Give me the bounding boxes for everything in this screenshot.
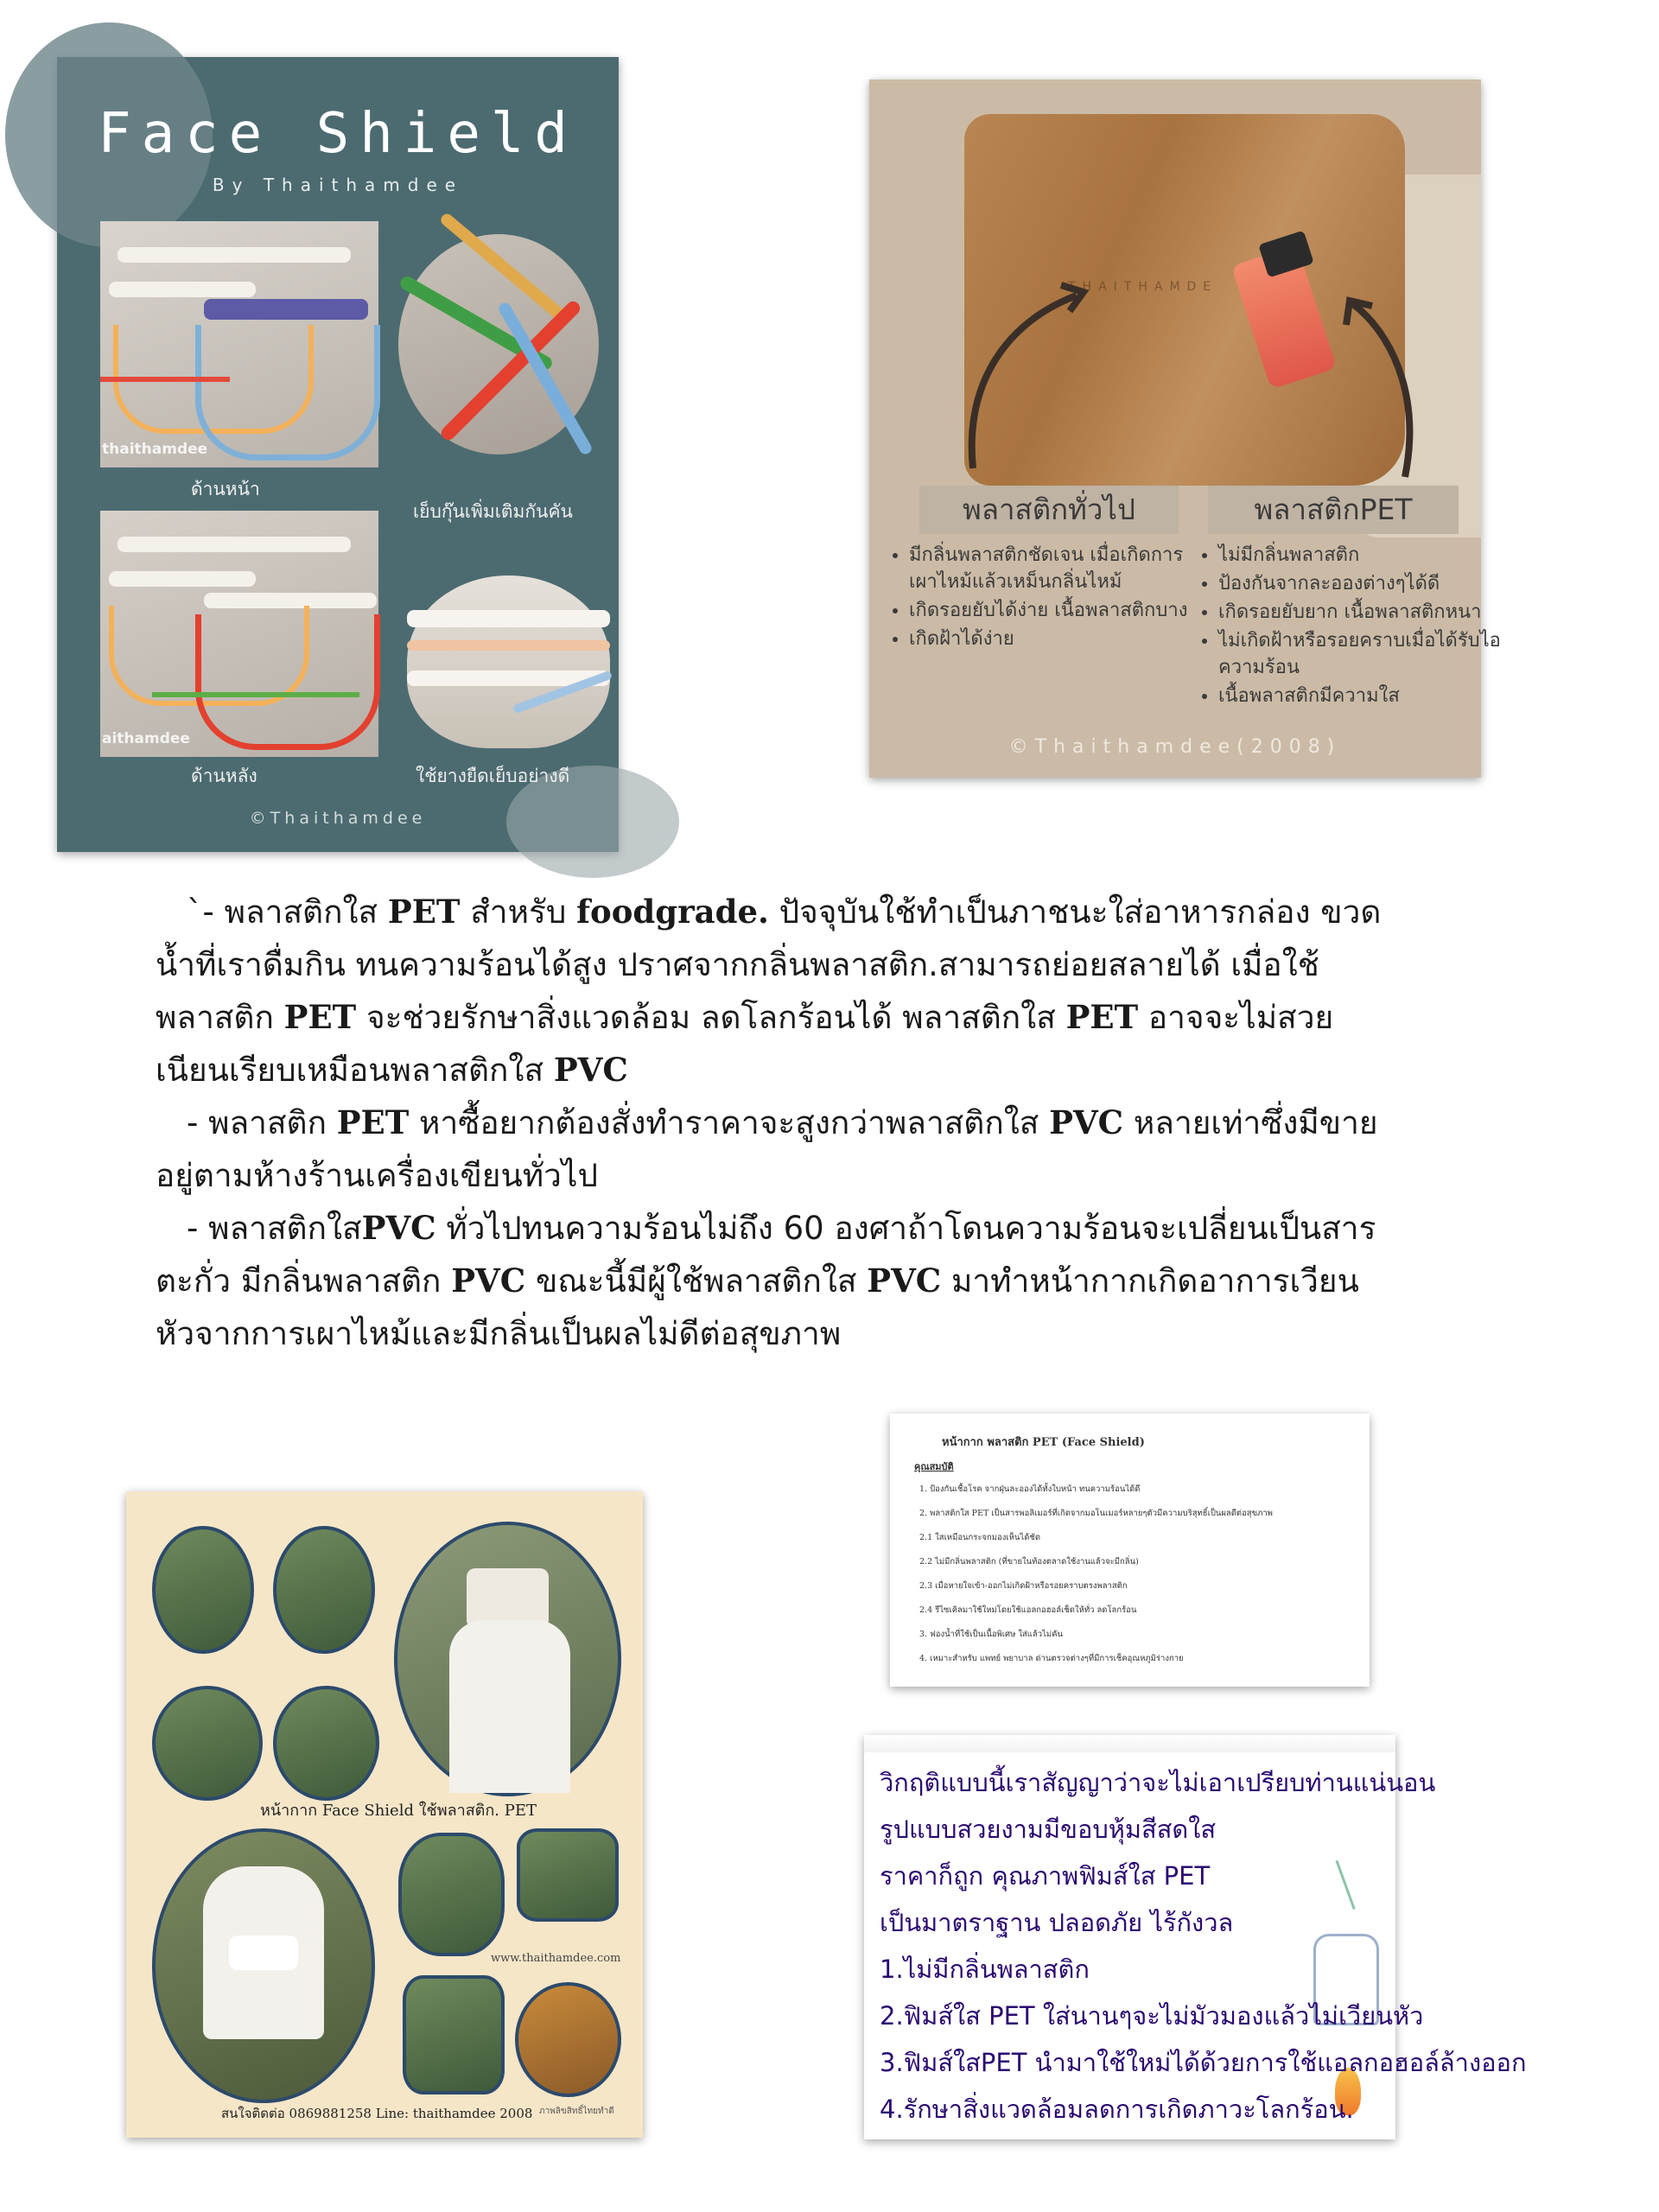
collage-photo <box>398 1833 505 1956</box>
article-body <box>156 886 1382 1360</box>
photo-collage <box>126 1491 643 2138</box>
document-row: 4. เหมาะสำหรับ แพทย์ พยาบาล ด่านตรวจต่างๆที่มีการเช็คอุณหภูมิร่างกาย <box>919 1654 1184 1663</box>
collage-photo <box>273 1686 379 1801</box>
comparison-copyright: ©Thaithamdee(2008) <box>1008 736 1342 758</box>
copyright-text: ภาพลิขสิทธิ์ไทยทำดี <box>539 2107 614 2116</box>
front-view-photo <box>100 221 378 467</box>
promo-line: รูปแบบสวยงามมีขอบหุ้มสีสดใส <box>880 1815 1217 1844</box>
list-item: • เกิดรอยยับยาก เนื้อพลาสติกหนา <box>1218 599 1503 626</box>
collage-photo <box>152 1686 263 1801</box>
collage-photo-large <box>394 1522 621 1796</box>
properties-document <box>890 1414 1370 1687</box>
paragraph-pet-price: - พลาสติก PET หาซื้อยากต้องสั่งทำราคาจะสูงกว่าพลาสติกใส PVC หลายเท่าซึ่งมีขายอยู่ตามห้างร้านเครื่องเขียนทั่วไป <box>156 1103 1378 1194</box>
list-item: • เนื้อพลาสติกมีความใส <box>1218 683 1503 709</box>
document-row: 3. ฟองน้ำที่ใช้เป็นเนื้อพิเศษ ใส่แล้วไม่คัน <box>919 1630 1063 1639</box>
promo-line: เป็นมาตราฐาน ปลอดภัย ไร้กังวล <box>880 1908 1234 1937</box>
document-row: 2. พลาสติกใส PET เป็นสารพอลิเมอร์ที่เกิดจากมอโนเมอร์หลายๆตัวมีความบริสุทธิ์เป็นผลดีต่อสุขภาพ <box>919 1509 1273 1518</box>
caption-stitch: เย็บกุ๊นเพิ่มเติมกันคัน <box>413 501 573 522</box>
document-title: หน้ากาก พลาสติก PET (Face Shield) <box>942 1436 1145 1449</box>
general-plastic-list <box>887 542 1203 654</box>
caption-back: ด้านหลัง <box>191 766 257 786</box>
document-row: 2.1 ใสเหมือนกระจกมองเห็นได้ชัด <box>919 1533 1040 1542</box>
document-row: 2.3 เมื่อหายใจเข้า-ออกไม่เกิดฝ้าหรือรอยคราบตรงพลาสติก <box>919 1581 1128 1591</box>
face-shield-poster <box>57 57 619 852</box>
poster-title: Face Shield <box>98 102 578 166</box>
list-item: • ป้องกันจากละอองต่างๆได้ดี <box>1218 570 1503 597</box>
arrow-pet-icon <box>1353 304 1409 477</box>
document-section: คุณสมบัติ <box>914 1461 954 1472</box>
collage-photo <box>152 1526 254 1654</box>
top-strip <box>864 1735 1395 1752</box>
arrow-icons <box>869 79 1481 512</box>
list-item: • ไม่เกิดฝ้าหรือรอยคราบเมื่อได้รับไอความร้อน <box>1218 627 1503 681</box>
collage-photo <box>517 1828 619 1922</box>
poster-subtitle: By Thaithamdee <box>212 175 464 195</box>
promo-line: 2.ฟิมส์ใส PET ใส่นานๆจะไม่มัวมองแล้วไม่เวียนหัว <box>880 2001 1424 2031</box>
document-row: 2.4 รีไซเคิลมาใช้ใหม่โดยใช้แอลกอฮอล์เช็ดให้ทั่ว ลดโลกร้อน <box>919 1605 1137 1615</box>
collage-photo <box>515 1982 621 2097</box>
label-general-plastic: พลาสติกทั่วไป <box>919 486 1179 534</box>
back-view-photo <box>100 511 378 757</box>
document-row: 1. ป้องกันเชื้อโรค จากฝุ่นละอองได้ทั้งใบหน้า ทนความร้อนได้ดี <box>919 1484 1141 1494</box>
caption-front: ด้านหน้า <box>191 479 260 499</box>
list-item: • มีกลิ่นพลาสติกชัดเจน เมื่อเกิดการเผาไหม้แล้วเหม็นกลิ่นไหม้ <box>909 542 1203 595</box>
arrow-general-icon <box>972 296 1077 468</box>
promo-line: 4.รักษาสิ่งแวดล้อมลดการเกิดภาวะโลกร้อน. <box>880 2094 1354 2124</box>
elastic-detail-photo <box>407 575 610 748</box>
paragraph-pvc-warning: - พลาสติกใสPVC ทั่วไปทนความร้อนไม่ถึง 60 องศาถ้าโดนความร้อนจะเปลี่ยนเป็นสารตะกั่ว มีกลิ่นพลาสติก PVC ขณะนี้มีผู้ใช้พลาสติกใส PVC มาทำหน้ากากเกิดอาการเวียนหัวจากการเผาไหม้และมีกลิ่นเป็นผลไม่ดีต่อสุขภาพ <box>156 1209 1376 1352</box>
promo-line: ราคาก็ถูก คุณภาพฟิมส์ใส PET <box>880 1861 1211 1891</box>
promo-card <box>864 1735 1527 2139</box>
watermark: aithamdee <box>102 730 190 747</box>
list-item: • เกิดฝ้าได้ง่าย <box>909 626 1203 652</box>
website-text: www.thaithamdee.com <box>491 1952 621 1965</box>
collage-photo-large <box>152 1828 375 2103</box>
collage-photo <box>273 1526 375 1654</box>
poster-copyright: ©Thaithamdee <box>249 809 427 828</box>
promo-line: วิกฤติแบบนี้เราสัญญาว่าจะไม่เอาเปรียบท่านแน่นอน <box>880 1768 1436 1797</box>
promo-lines <box>880 1759 1527 2133</box>
contact-text: สนใจติดต่อ 0869881258 Line: thaithamdee 2008 <box>221 2106 533 2121</box>
plastic-comparison-card <box>869 79 1501 778</box>
paragraph-pet-foodgrade: `- พลาสติกใส PET สำหรับ foodgrade. ปัจจุบันใช้ทำเป็นภาชนะใส่อาหารกล่อง ขวดน้ำที่เราดื่มกิน ทนความร้อนได้สูง ปราศจากกลิ่นพลาสติก.สามารถย่อยสลายได้ เมื่อใช้ พลาสติก PET จะช่วยรักษาสิ่งแวดล้อม ลดโลกร้อนได้ พลาสติกใส PET อาจจะไม่สวยเนียนเรียบเหมือนพลาสติกใส PVC <box>156 893 1382 1089</box>
list-item: • เกิดรอยยับได้ง่าย เนื้อพลาสติกบาง <box>909 597 1203 624</box>
list-item: • ไม่มีกลิ่นพลาสติก <box>1218 542 1503 569</box>
promo-line: 3.ฟิมส์ใสPET นำมาใช้ใหม่ได้ด้วยการใช้แอลกอฮอล์ล้างออก <box>880 2048 1527 2077</box>
stitch-detail-photo <box>398 234 599 454</box>
pet-plastic-list <box>1196 542 1503 711</box>
promo-line: 1.ไม่มีกลิ่นพลาสติก <box>880 1955 1090 1984</box>
collage-caption: หน้ากาก Face Shield ใช้พลาสติก. PET <box>260 1802 537 1820</box>
document-row: 2.2 ไม่มีกลิ่นพลาสติก (ที่ขายในท้องตลาดใช้งานแล้วจะมีกลิ่น) <box>919 1557 1139 1567</box>
watermark: thaithamdee <box>102 441 208 458</box>
watermark: THAITHAMDE <box>1068 280 1218 294</box>
label-pet-plastic: พลาสติกPET <box>1208 486 1459 534</box>
collage-photo <box>403 1975 505 2094</box>
caption-elastic: ใช้ยางยืดเย็บอย่างดี <box>416 766 570 786</box>
